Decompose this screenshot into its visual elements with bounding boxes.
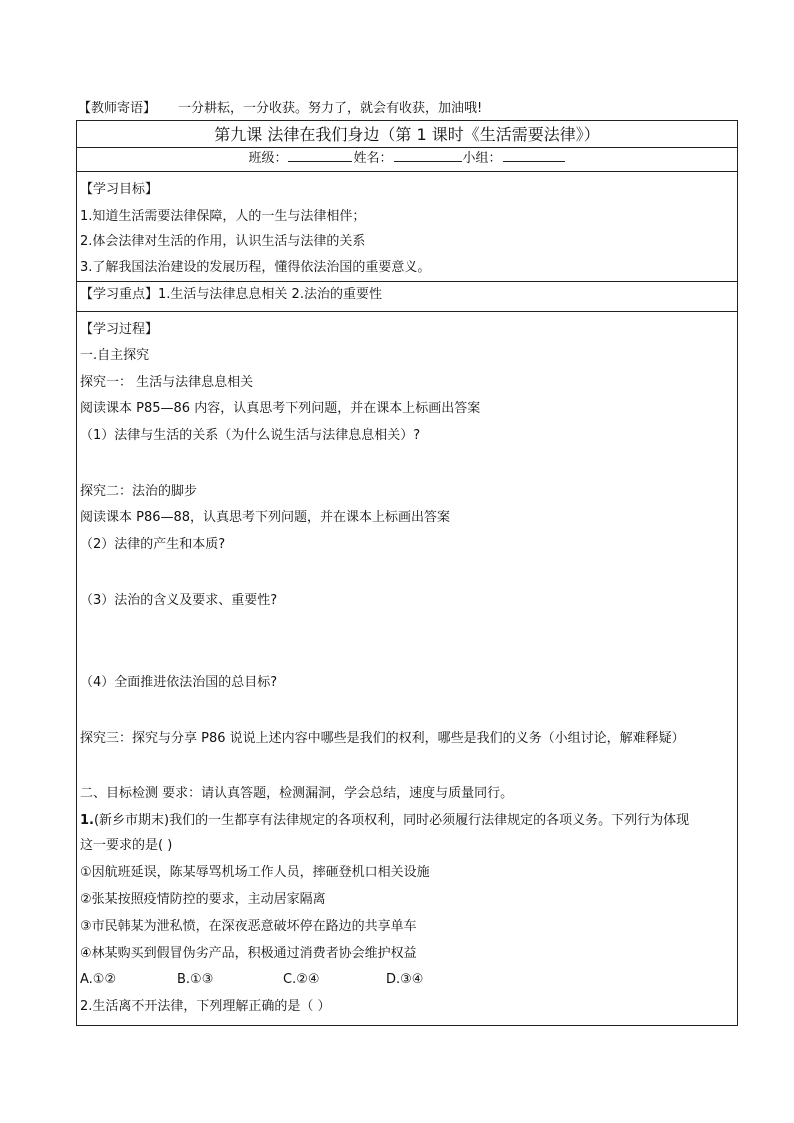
learning-focus-label: 【学习重点】 — [80, 287, 159, 302]
class-blank[interactable] — [288, 148, 352, 162]
group-blank[interactable] — [503, 148, 565, 162]
learning-goals-section — [77, 172, 737, 282]
option-2: ②张某按照疫情防控的要求，主动居家隔离 — [80, 892, 326, 907]
learning-focus-section — [77, 282, 737, 312]
question-4-goal: （4）全面推进依法治国的总目标? — [80, 675, 278, 690]
question-3-rule-of-law: （3）法治的含义及要求、重要性? — [80, 593, 278, 608]
worksheet-table — [76, 120, 738, 1026]
teacher-message — [78, 100, 740, 118]
teacher-message-label: 【教师寄语】 — [78, 101, 157, 116]
name-blank[interactable] — [394, 148, 462, 162]
explore-three-title: 探究三：探究与分享 P86 说说上述内容中哪些是我们的权利，哪些是我们的义务（小组讨论，解难释疑） — [80, 731, 685, 746]
explore-two-reading: 阅读课本 P86—88，认真思考下列问题，并在课本上标画出答案 — [80, 510, 451, 525]
test-question-1-number: 1. — [80, 813, 94, 828]
choice-b[interactable]: B.①③ — [177, 972, 214, 987]
option-4: ④林某购买到假冒伪劣产品，积极通过消费者协会维护权益 — [80, 946, 417, 961]
class-label: 班级： — [248, 151, 288, 166]
goal-item-3: 3.了解我国法治建设的发展历程，懂得依法治国的重要意义。 — [80, 260, 431, 275]
name-label: 姓名： — [353, 151, 393, 166]
explore-one-reading: 阅读课本 P85—86 内容，认真思考下列问题，并在课本上标画出答案 — [80, 401, 481, 416]
explore-two-title: 探究二：法治的脚步 — [80, 484, 198, 499]
group-label: 小组： — [462, 151, 502, 166]
goal-item-2: 2.体会法律对生活的作用，认识生活与法律的关系 — [80, 234, 366, 249]
lesson-title: 第九课 法律在我们身边（第 1 课时《生活需要法律》） — [77, 121, 737, 148]
learning-process-section — [77, 312, 737, 1027]
choice-d[interactable]: D.③④ — [386, 972, 424, 987]
test-question-1-stem: (新乡市期末)我们的一生都享有法律规定的各项权利，同时必须履行法律规定的各项义务。下列行为体现 — [93, 813, 690, 828]
learning-process-heading: 【学习过程】 — [80, 322, 159, 337]
section-self-study: 一.自主探究 — [80, 348, 150, 363]
teacher-message-text: 一分耕耘，一分收获。努力了，就会有收获，加油哦! — [178, 101, 483, 116]
choice-c[interactable]: C.②④ — [283, 972, 320, 987]
explore-one-title: 探究一： 生活与法律息息相关 — [80, 375, 254, 390]
section-target-test: 二、目标检测 要求：请认真答题，检测漏洞，学会总结，速度与质量同行。 — [80, 786, 514, 801]
learning-focus-text: 1.生活与法律息息相关 2.法治的重要性 — [158, 287, 382, 302]
option-3: ③市民韩某为泄私愤，在深夜恶意破坏停在路边的共享单车 — [80, 919, 417, 934]
option-1: ①因航班延误，陈某辱骂机场工作人员，摔砸登机口相关设施 — [80, 865, 430, 880]
student-info-row — [77, 148, 737, 172]
question-1-relationship: （1）法律与生活的关系（为什么说生活与法律息息相关）? — [80, 428, 421, 443]
test-question-1 — [80, 812, 689, 830]
question-2-origin: （2）法律的产生和本质? — [80, 537, 226, 552]
test-question-2: 2.生活离不开法律，下列理解正确的是（ ） — [80, 999, 331, 1014]
test-question-1-stem-cont: 这一要求的是( ) — [80, 838, 173, 853]
learning-goals-heading: 【学习目标】 — [80, 182, 159, 197]
goal-item-1: 1.知道生活需要法律保障，人的一生与法律相伴； — [80, 209, 366, 224]
choice-a[interactable]: A.①② — [80, 972, 117, 987]
